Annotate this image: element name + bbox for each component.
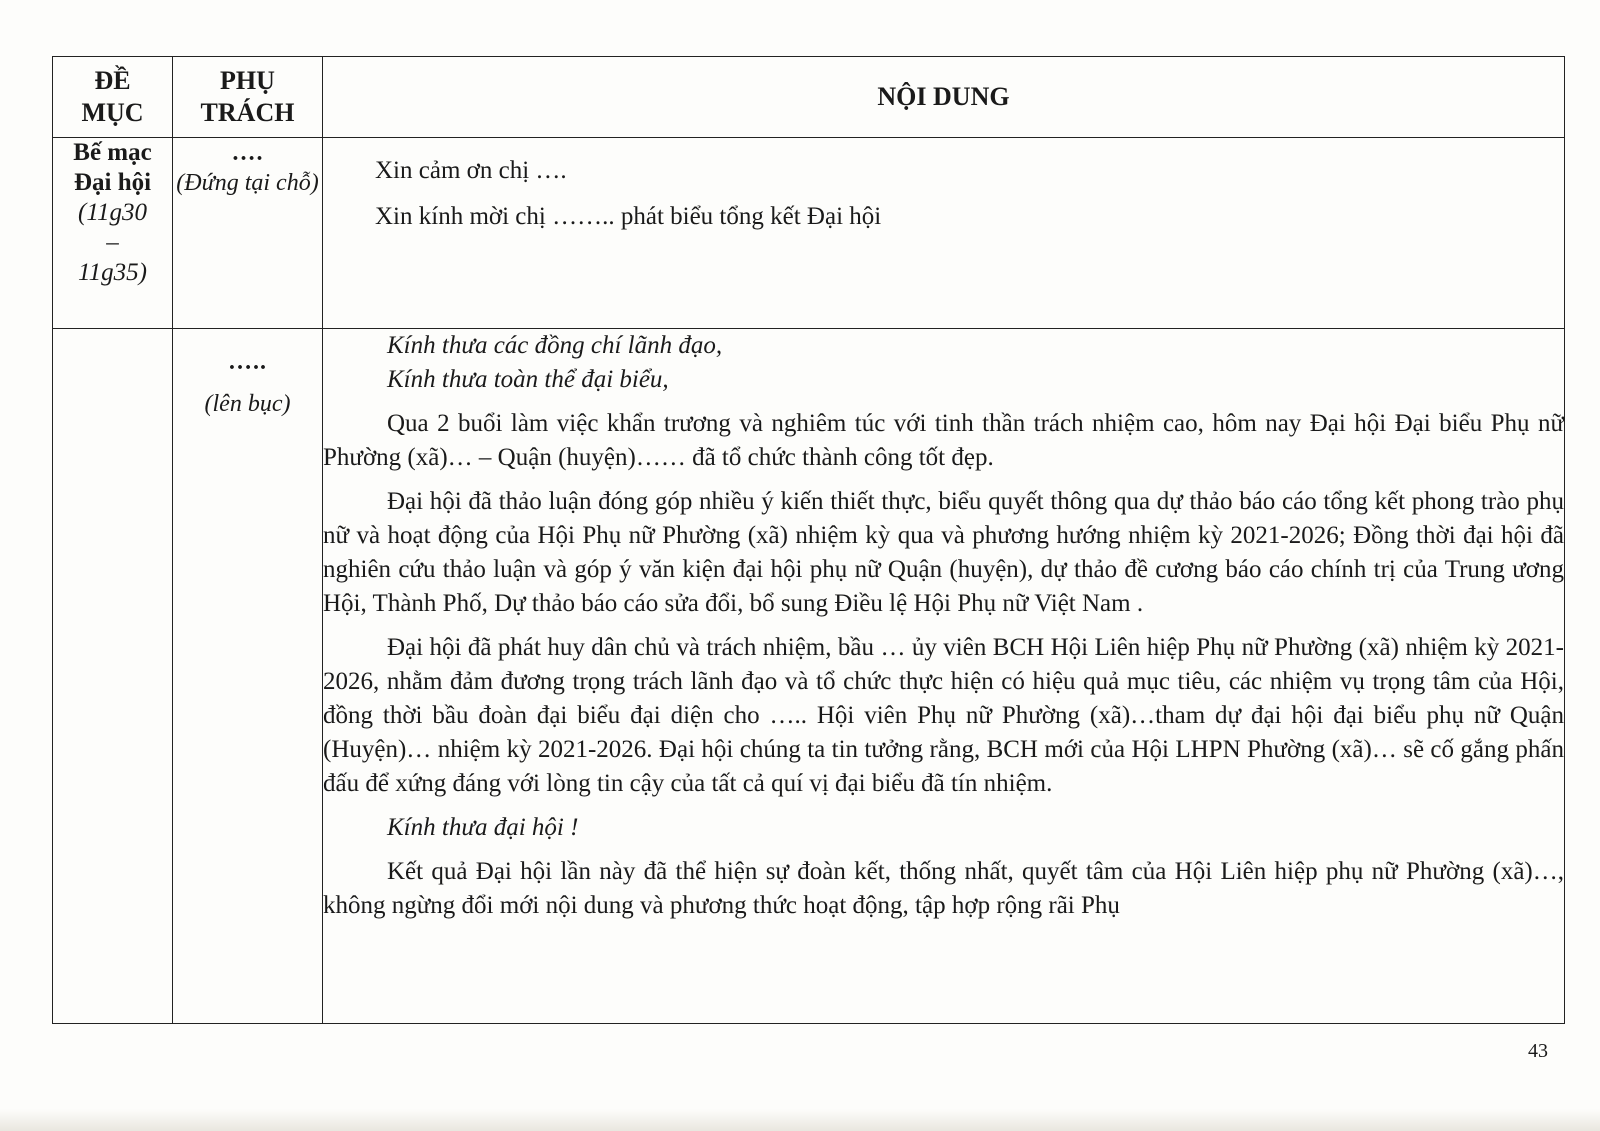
responsible-cell (173, 329, 323, 1024)
content-line: Xin cảm ơn chị …. (375, 157, 567, 184)
section-time-line: 11g35) (78, 259, 147, 286)
page-number: 43 (1528, 1040, 1548, 1062)
responsible-placeholder: …. (231, 140, 264, 166)
table-header-row (53, 57, 1565, 138)
speech-paragraph: Đại hội đã thảo luận đóng góp nhiều ý kiến thiết thực, biểu quyết thông qua dự thảo báo cáo tổng kết phong trào phụ nữ và hoạt động của Hội Phụ nữ Phường (xã) nhiệm kỳ qua và phương hướng nhiệm kỳ 2021-2026; Đồng thời đại hội đã nghiên cứu thảo luận và góp ý văn kiện đại hội phụ nữ Quận (huyện), dự thảo đề cương báo cáo chính trị của Trung ương Hội, Thành Phố, Dự thảo báo cáo sửa đổi, bổ sung Điều lệ Hội Phụ nữ Việt Nam . (323, 488, 1564, 617)
greeting-line: Kính thưa đại hội ! (387, 814, 579, 841)
speech-paragraph: Kết quả Đại hội lần này đã thể hiện sự đoàn kết, thống nhất, quyết tâm của Hội Liên hiệp phụ nữ Phường (xã)…, không ngừng đổi mới nội dung và phương thức hoạt động, tập hợp rộng rãi Phụ (323, 858, 1564, 919)
scan-edge (0, 1109, 1600, 1131)
content-line: Xin kính mời chị …….. phát biểu tổng kết Đại hội (375, 203, 882, 230)
section-title-line: Đại hội (73, 169, 152, 196)
speech-paragraph: Qua 2 buổi làm việc khẩn trương và nghiêm túc với tinh thần trách nhiệm cao, hôm nay Đại hội Đại biểu Phụ nữ Phường (xã)… – Quận (huyện)…… đã tổ chức thành công tốt đẹp. (323, 410, 1564, 471)
responsible-note: (Đứng tại chỗ) (176, 170, 319, 196)
section-title-line: Bế mạc (73, 139, 152, 166)
header-content: NỘI DUNG (323, 57, 1565, 138)
header-section: ĐỀ MỤC (53, 57, 173, 138)
responsible-placeholder: ….. (228, 349, 267, 375)
table-row (53, 138, 1565, 329)
section-cell (53, 138, 173, 329)
table-row (53, 329, 1565, 1024)
section-time-line: (11g30 (78, 199, 147, 226)
content-cell (323, 138, 1565, 329)
content-cell (323, 329, 1565, 1024)
responsible-note: (lên bục) (204, 391, 291, 417)
header-responsible: PHỤ TRÁCH (173, 57, 323, 138)
speech-paragraph: Đại hội đã phát huy dân chủ và trách nhiệm, bầu … ủy viên BCH Hội Liên hiệp Phụ nữ Phường (xã) nhiệm kỳ 2021-2026, nhằm đảm đương trọng trách lãnh đạo và tổ chức thực hiện có hiệu quả mục tiêu, các nhiệm vụ trọng tâm của Hội, đồng thời bầu đoàn đại biểu đại diện cho ….. Hội viên Phụ nữ Phường (xã)…tham dự đại hội đại biểu phụ nữ Quận (Huyện)… nhiệm kỳ 2021-2026. Đại hội chúng ta tin tưởng rằng, BCH mới của Hội LHPN Phường (xã)… sẽ cố gắng phấn đấu để xứng đáng với lòng tin cậy của tất cả quí vị đại biểu đã tín nhiệm. (323, 634, 1564, 797)
section-time-line: – (106, 229, 119, 256)
responsible-cell (173, 138, 323, 329)
greeting-line: Kính thưa toàn thể đại biểu, (387, 366, 669, 393)
greeting-line: Kính thưa các đồng chí lãnh đạo, (387, 332, 723, 359)
agenda-table (52, 56, 1565, 1024)
section-cell-empty (53, 329, 173, 1024)
